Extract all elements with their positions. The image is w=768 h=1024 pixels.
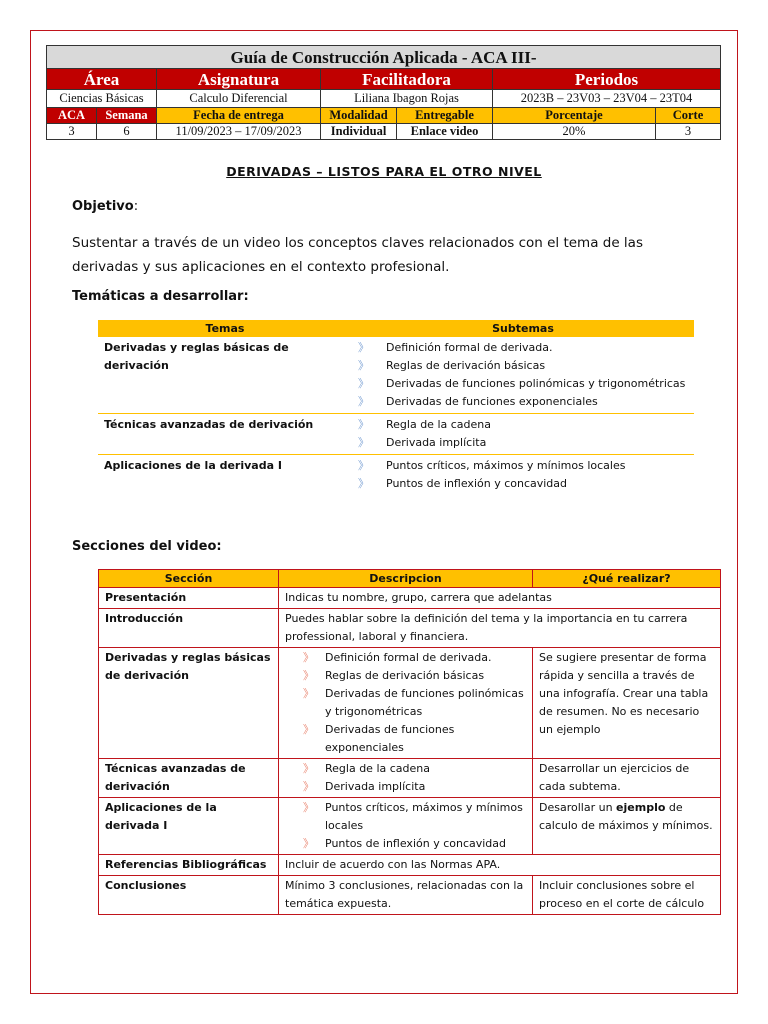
list-item: 》 Derivadas de funciones polinómicas y trigonométricas <box>303 687 524 718</box>
seccion-cell: Presentación <box>99 588 279 609</box>
list-item: 》 Derivadas de funciones exponenciales <box>303 723 455 754</box>
chevron-right-icon: 》 <box>358 436 369 449</box>
que-realizar-cell: Desarollar un ejemplo de calculo de máximos y mínimos. <box>533 798 721 855</box>
list-item: 》 Puntos críticos, máximos y mínimos locales <box>303 801 523 832</box>
tema-cell: Derivadas y reglas básicas de derivación <box>104 341 289 372</box>
list-item: 》 Derivada implícita <box>358 434 688 452</box>
table-row <box>99 648 721 759</box>
objective-heading: Objetivo: <box>72 199 139 214</box>
table-row <box>99 798 721 855</box>
col-descripcion: Descripcion <box>279 570 533 588</box>
table-row <box>99 588 721 609</box>
seccion-cell: Referencias Bibliográficas <box>99 855 279 876</box>
list-item: 》 Derivada implícita <box>285 778 526 796</box>
value-periodos: 2023B – 23V03 – 23V04 – 23T04 <box>493 90 721 108</box>
main-title: DERIVADAS – LISTOS PARA EL OTRO NIVEL <box>226 164 542 179</box>
descripcion-cell <box>279 648 533 759</box>
chevron-right-icon: 》 <box>303 780 314 793</box>
table-row <box>99 759 721 798</box>
col-subtemas: Subtemas <box>352 320 694 337</box>
chevron-right-icon: 》 <box>303 687 314 700</box>
label-semana: Semana <box>97 108 157 124</box>
label-periodos: Periodos <box>493 69 721 90</box>
seccion-cell: Derivadas y reglas básicas de derivación <box>99 648 279 759</box>
label-fecha: Fecha de entrega <box>157 108 321 124</box>
table-row <box>99 876 721 915</box>
guide-title: Guía de Construcción Aplicada - ACA III- <box>47 46 721 69</box>
value-semana: 6 <box>97 124 157 140</box>
value-asignatura: Calculo Diferencial <box>157 90 321 108</box>
col-temas: Temas <box>98 320 352 337</box>
chevron-right-icon: 》 <box>358 359 369 372</box>
table-row <box>99 855 721 876</box>
table-row <box>98 455 694 496</box>
label-facilitadora: Facilitadora <box>321 69 493 90</box>
list-item: 》 Regla de la cadena <box>285 760 526 778</box>
chevron-right-icon: 》 <box>358 377 369 390</box>
list-item: 》 Puntos de inflexión y concavidad <box>285 835 526 853</box>
chevron-right-icon: 》 <box>303 651 314 664</box>
descripcion-cell: Mínimo 3 conclusiones, relacionadas con la temática expuesta. <box>279 876 533 915</box>
secciones-table <box>98 569 721 915</box>
label-corte: Corte <box>656 108 721 124</box>
col-seccion: Sección <box>99 570 279 588</box>
list-item: 》 Definición formal de derivada. <box>358 339 688 357</box>
descripcion-cell: Incluir de acuerdo con las Normas APA. <box>279 855 721 876</box>
seccion-cell: Técnicas avanzadas de derivación <box>99 759 279 798</box>
col-que-realizar: ¿Qué realizar? <box>533 570 721 588</box>
tema-cell: Técnicas avanzadas de derivación <box>98 414 352 455</box>
label-aca: ACA <box>47 108 97 124</box>
descripcion-cell: Puedes hablar sobre la definición del tema y la importancia en tu carrera professional, laboral y financiera. <box>279 609 721 648</box>
chevron-right-icon: 》 <box>303 837 314 850</box>
list-item: 》 Reglas de derivación básicas <box>285 667 526 685</box>
que-realizar-cell: Se sugiere presentar de forma rápida y sencilla a través de una infografía. Crear una tabla de resumen. No es necesario un ejemplo <box>533 648 721 759</box>
subtemas-cell <box>352 414 694 455</box>
value-modalidad: Individual <box>321 124 397 140</box>
list-item: 》 Derivadas de funciones polinómicas y trigonométricas <box>358 375 688 393</box>
label-modalidad: Modalidad <box>321 108 397 124</box>
chevron-right-icon: 》 <box>358 418 369 431</box>
list-item: 》 Puntos de inflexión y concavidad <box>358 475 688 493</box>
value-facilitadora: Liliana Ibagon Rojas <box>321 90 493 108</box>
descripcion-cell <box>279 798 533 855</box>
que-realizar-cell: Incluir conclusiones sobre el proceso en el corte de cálculo <box>533 876 721 915</box>
descripcion-cell: Indicas tu nombre, grupo, carrera que adelantas <box>279 588 721 609</box>
secciones-heading: Secciones del video: <box>72 539 222 554</box>
chevron-right-icon: 》 <box>358 341 369 354</box>
list-item: 》 Puntos críticos, máximos y mínimos locales <box>358 457 688 475</box>
value-aca: 3 <box>47 124 97 140</box>
list-item: 》 Regla de la cadena <box>358 416 688 434</box>
chevron-right-icon: 》 <box>303 723 314 736</box>
subtemas-cell <box>352 337 694 414</box>
value-porcentaje: 20% <box>493 124 656 140</box>
table-row <box>98 414 694 455</box>
objective-text: Sustentar a través de un video los conceptos claves relacionados con el tema de las derivadas y sus aplicaciones en el contexto profesional. <box>72 235 643 275</box>
chevron-right-icon: 》 <box>358 477 369 490</box>
tematicas-heading: Temáticas a desarrollar: <box>72 289 249 304</box>
que-realizar-cell: Desarrollar un ejercicios de cada subtema. <box>533 759 721 798</box>
chevron-right-icon: 》 <box>303 762 314 775</box>
label-porcentaje: Porcentaje <box>493 108 656 124</box>
value-corte: 3 <box>656 124 721 140</box>
chevron-right-icon: 》 <box>358 395 369 408</box>
label-asignatura: Asignatura <box>157 69 321 90</box>
list-item: 》 Derivadas de funciones exponenciales <box>358 393 688 411</box>
label-area: Área <box>47 69 157 90</box>
label-entregable: Entregable <box>397 108 493 124</box>
descripcion-cell <box>279 759 533 798</box>
tema-cell: Aplicaciones de la derivada I <box>98 455 352 496</box>
tematicas-table <box>98 320 694 495</box>
subtemas-cell <box>352 455 694 496</box>
value-area: Ciencias Básicas <box>47 90 157 108</box>
chevron-right-icon: 》 <box>303 669 314 682</box>
chevron-right-icon: 》 <box>303 801 314 814</box>
chevron-right-icon: 》 <box>358 459 369 472</box>
table-row <box>99 609 721 648</box>
seccion-cell: Introducción <box>99 609 279 648</box>
seccion-cell: Conclusiones <box>99 876 279 915</box>
list-item: 》 Reglas de derivación básicas <box>358 357 688 375</box>
table-row <box>98 337 694 414</box>
list-item: 》 Definición formal de derivada. <box>285 649 526 667</box>
value-fecha: 11/09/2023 – 17/09/2023 <box>157 124 321 140</box>
course-header-table <box>46 45 721 140</box>
value-entregable: Enlace video <box>397 124 493 140</box>
seccion-cell: Aplicaciones de la derivada I <box>99 798 279 855</box>
